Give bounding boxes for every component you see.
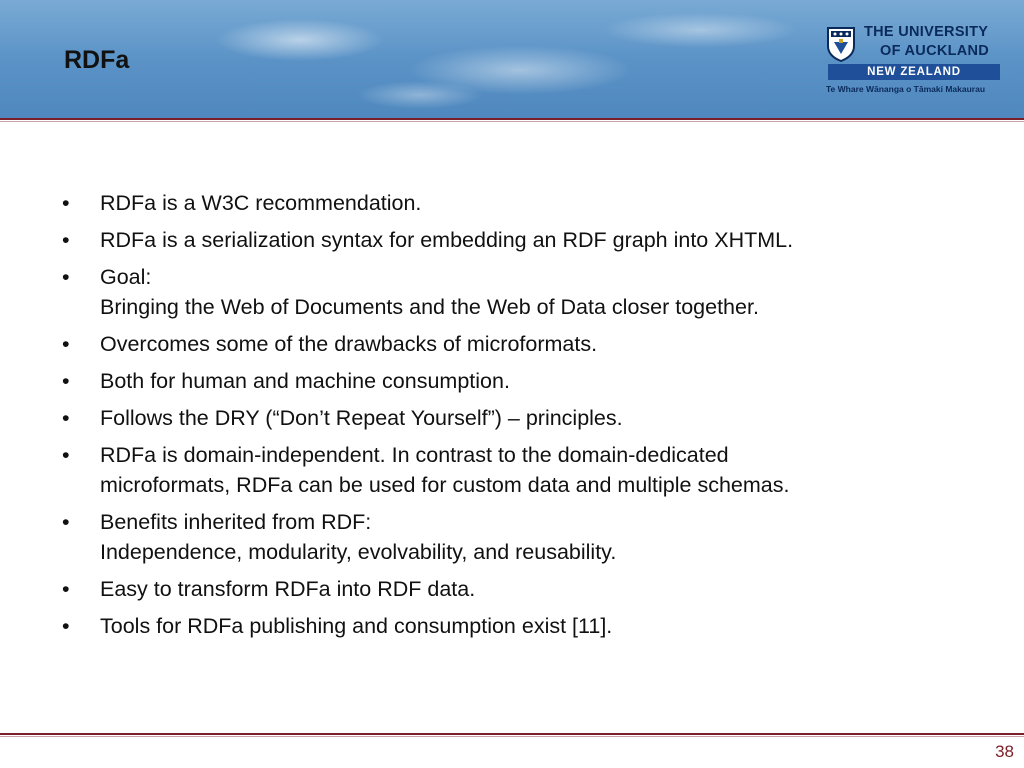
logo-line-2: OF AUCKLAND (880, 43, 990, 59)
logo-country-bar: NEW ZEALAND (828, 64, 1000, 80)
bullet-marker: • (62, 191, 70, 215)
bullet-text: RDFa is domain-independent. In contrast to the domain-dedicated (100, 443, 729, 467)
bullet-text: Easy to transform RDFa into RDF data. (100, 577, 476, 601)
crest-icon (826, 26, 856, 62)
bullet-item (62, 366, 962, 396)
bullet-item (62, 262, 962, 322)
bullet-marker: • (62, 228, 70, 252)
bullet-text: Overcomes some of the drawbacks of microformats. (100, 332, 598, 356)
university-logo (824, 22, 1004, 98)
bullet-marker: • (62, 510, 70, 534)
bullet-list (62, 188, 962, 648)
header-divider (0, 118, 1024, 120)
bullet-text: Benefits inherited from RDF: (100, 510, 372, 534)
bullet-item (62, 225, 962, 255)
bullet-item (62, 611, 962, 641)
footer-divider (0, 733, 1024, 735)
bullet-text: Both for human and machine consumption. (100, 369, 510, 393)
bullet-marker: • (62, 443, 70, 467)
bullet-item (62, 440, 962, 500)
bullet-marker: • (62, 614, 70, 638)
bullet-text: Bringing the Web of Documents and the Web of Data closer together. (100, 295, 759, 319)
slide-header-banner (0, 0, 1024, 118)
bullet-marker: • (62, 369, 70, 393)
bullet-text: Goal: (100, 265, 152, 289)
header-divider-thin (0, 121, 1024, 122)
bullet-text: Independence, modularity, evolvability, and reusability. (100, 540, 617, 564)
footer-divider-thin (0, 736, 1024, 737)
bullet-item (62, 188, 962, 218)
logo-line-1: THE UNIVERSITY (864, 24, 989, 40)
bullet-text: Follows the DRY (“Don’t Repeat Yourself”) – principles. (100, 406, 623, 430)
bullet-item (62, 507, 962, 567)
slide-title: RDFa (64, 46, 130, 74)
page-number: 38 (995, 742, 1014, 761)
bullet-item (62, 403, 962, 433)
bullet-marker: • (62, 265, 70, 289)
bullet-text: Tools for RDFa publishing and consumption exist [11]. (100, 614, 613, 638)
bullet-item (62, 574, 962, 604)
logo-maori-name: Te Whare Wānanga o Tāmaki Makaurau (826, 84, 986, 94)
bullet-marker: • (62, 577, 70, 601)
bullet-marker: • (62, 406, 70, 430)
bullet-item (62, 329, 962, 359)
bullet-text: microformats, RDFa can be used for custom data and multiple schemas. (100, 473, 790, 497)
bullet-marker: • (62, 332, 70, 356)
bullet-text: RDFa is a W3C recommendation. (100, 191, 422, 215)
bullet-text: RDFa is a serialization syntax for embedding an RDF graph into XHTML. (100, 228, 794, 252)
